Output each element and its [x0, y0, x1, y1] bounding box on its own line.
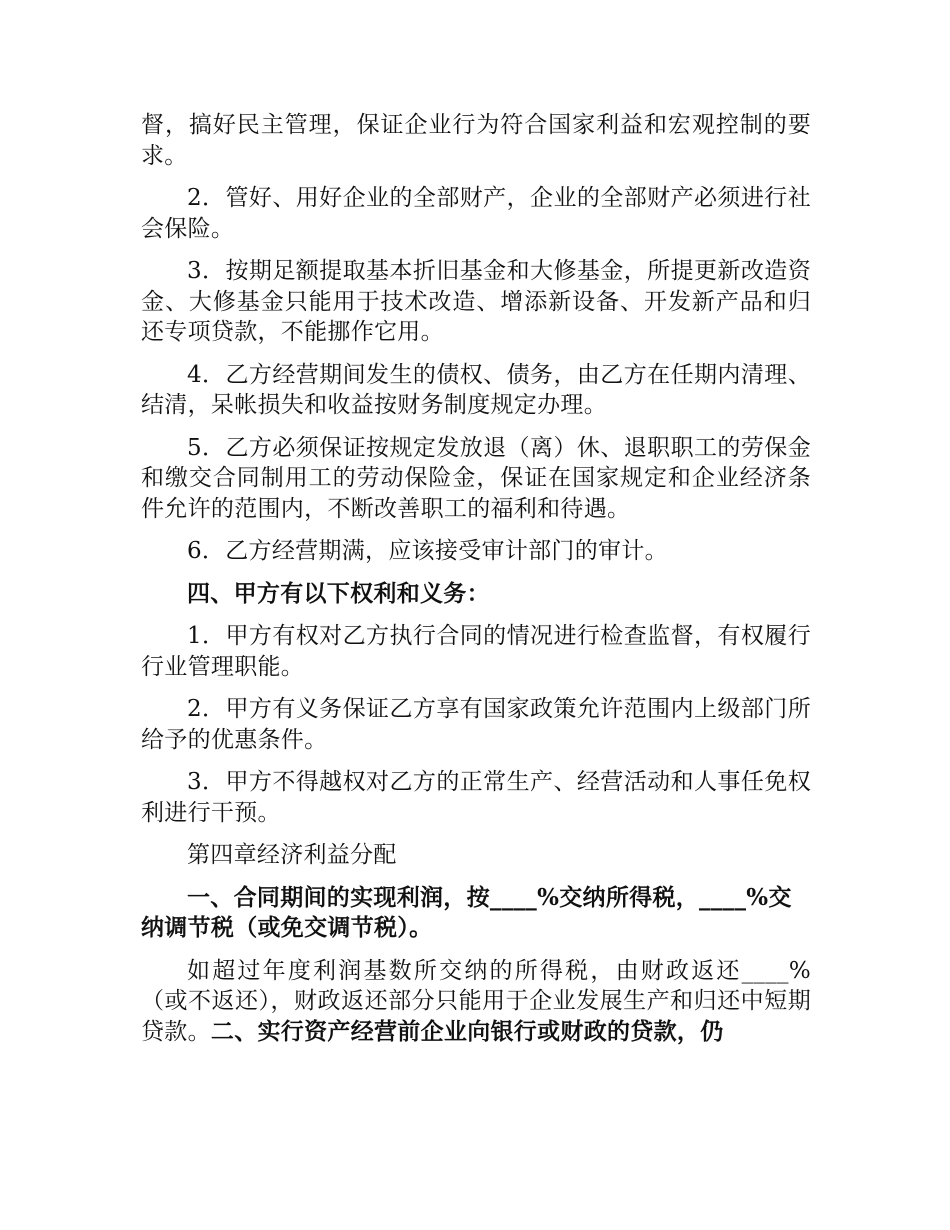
paragraph-item-4-debts: 4．乙方经营期间发生的债权、债务，由乙方在任期内清理、结清，呆帐损失和收益按财务制度规定办理。	[141, 361, 811, 418]
document-body	[141, 110, 811, 1059]
section-heading-loans: 二、实行资产经营前企业向银行或财政的贷款，仍	[210, 1017, 724, 1045]
paragraph-item-6-audit: 6．乙方经营期满，应该接受审计部门的审计。	[187, 538, 668, 564]
paragraph-item-2-assets: 2．管好、用好企业的全部财产，企业的全部财产必须进行社会保险。	[141, 185, 811, 242]
section-heading-profit-tax: 一、合同期间的实现利润，按____%交纳所得税，____%交纳调节税（或免交调节税）。	[141, 883, 792, 941]
paragraph-item-5-welfare: 5．乙方必须保证按规定发放退（离）休、退职职工的劳保金和缴交合同制用工的劳动保险金，保证在国家规定和企业经济条件允许的范围内，不断改善职工的福利和待遇。	[141, 434, 811, 522]
section-heading-party-a-rights: 四、甲方有以下权利和义务：	[187, 579, 490, 607]
paragraph-party-a-item-1: 1．甲方有权对乙方执行合同的情况进行检查监督，有权履行行业管理职能。	[141, 623, 811, 680]
paragraph-party-a-item-2: 2．甲方有义务保证乙方享有国家政策允许范围内上级部门所给予的优惠条件。	[141, 696, 811, 753]
paragraph-tax-refund	[141, 956, 811, 1048]
tax-refund-text: 如超过年度利润基数所交纳的所得税，由财政返还____%（或不返还），财政返还部分只能用于企业发展生产和归还中短期贷款。	[141, 957, 811, 1045]
paragraph-item-3-depreciation: 3．按期足额提取基本折旧基金和大修基金，所提更新改造资金、大修基金只能用于技术改造、增添新设备、开发新产品和归还专项贷款，不能挪作它用。	[141, 258, 811, 345]
paragraph-supervision: 督，搞好民主管理，保证企业行为符合国家利益和宏观控制的要求。	[141, 112, 811, 169]
chapter-title: 第四章经济利益分配	[187, 842, 397, 868]
paragraph-party-a-item-3: 3．甲方不得越权对乙方的正常生产、经营活动和人事任免权利进行干预。	[141, 769, 811, 826]
